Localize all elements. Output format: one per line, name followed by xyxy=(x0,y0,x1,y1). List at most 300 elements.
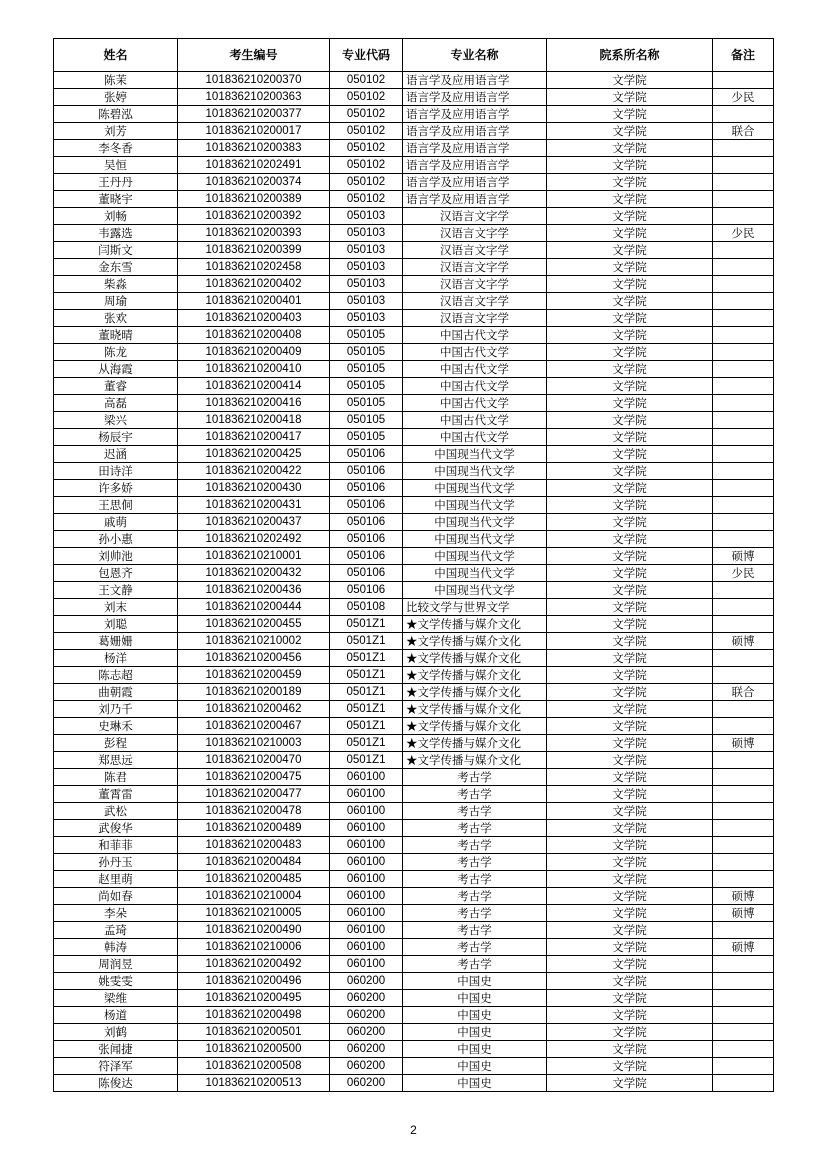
table-row xyxy=(54,429,774,446)
candidate-id-cell: 101836210200418 xyxy=(178,412,330,429)
remarks-cell: 联合 xyxy=(713,123,774,140)
student-name-cell: 刘鹤 xyxy=(54,1024,178,1041)
table-row xyxy=(54,769,774,786)
major-code-cell: 050106 xyxy=(330,565,403,582)
department-cell: 文学院 xyxy=(547,599,713,616)
major-name-cell: 考古学 xyxy=(403,803,547,820)
candidate-id-cell: 101836210200416 xyxy=(178,395,330,412)
major-name-cell: 汉语言文字学 xyxy=(403,225,547,242)
remarks-cell xyxy=(713,820,774,837)
major-name-cell: 汉语言文字学 xyxy=(403,293,547,310)
remarks-cell: 少民 xyxy=(713,225,774,242)
table-row xyxy=(54,480,774,497)
major-code-cell: 050105 xyxy=(330,429,403,446)
candidate-id-cell: 101836210200408 xyxy=(178,327,330,344)
department-cell: 文学院 xyxy=(547,820,713,837)
table-row xyxy=(54,939,774,956)
candidate-id-cell: 101836210200422 xyxy=(178,463,330,480)
candidate-id-cell: 101836210200017 xyxy=(178,123,330,140)
candidate-id-cell: 101836210200374 xyxy=(178,174,330,191)
remarks-cell xyxy=(713,1007,774,1024)
remarks-cell xyxy=(713,157,774,174)
major-name-cell: 语言学及应用语言学 xyxy=(403,106,547,123)
remarks-cell xyxy=(713,769,774,786)
candidate-id-cell: 101836210200432 xyxy=(178,565,330,582)
remarks-cell xyxy=(713,293,774,310)
department-cell: 文学院 xyxy=(547,174,713,191)
major-name-cell: 中国现当代文学 xyxy=(403,548,547,565)
major-code-cell: 0501Z1 xyxy=(330,718,403,735)
candidate-id-cell: 101836210200501 xyxy=(178,1024,330,1041)
major-code-cell: 060100 xyxy=(330,871,403,888)
table-row xyxy=(54,463,774,480)
table-row xyxy=(54,327,774,344)
department-cell: 文学院 xyxy=(547,565,713,582)
major-name-cell: 中国现当代文学 xyxy=(403,446,547,463)
candidate-id-cell: 101836210200401 xyxy=(178,293,330,310)
table-header xyxy=(54,39,774,72)
student-name-cell: 王文静 xyxy=(54,582,178,599)
candidate-id-cell: 101836210200410 xyxy=(178,361,330,378)
candidate-id-cell: 101836210200456 xyxy=(178,650,330,667)
table-row xyxy=(54,276,774,293)
table-row xyxy=(54,871,774,888)
remarks-cell xyxy=(713,718,774,735)
student-name-cell: 金东雪 xyxy=(54,259,178,276)
candidate-id-cell: 101836210200496 xyxy=(178,973,330,990)
remarks-cell xyxy=(713,582,774,599)
department-cell: 文学院 xyxy=(547,905,713,922)
major-code-cell: 050103 xyxy=(330,259,403,276)
table-row xyxy=(54,752,774,769)
department-cell: 文学院 xyxy=(547,208,713,225)
major-code-cell: 050106 xyxy=(330,514,403,531)
student-name-cell: 武松 xyxy=(54,803,178,820)
major-code-cell: 0501Z1 xyxy=(330,752,403,769)
remarks-cell xyxy=(713,310,774,327)
student-name-cell: 吴恒 xyxy=(54,157,178,174)
student-name-cell: 董睿 xyxy=(54,378,178,395)
remarks-cell xyxy=(713,599,774,616)
student-name-cell: 柴淼 xyxy=(54,276,178,293)
candidate-id-cell: 101836210200490 xyxy=(178,922,330,939)
department-cell: 文学院 xyxy=(547,1041,713,1058)
major-code-cell: 050106 xyxy=(330,497,403,514)
major-code-cell: 060100 xyxy=(330,820,403,837)
department-cell: 文学院 xyxy=(547,89,713,106)
student-name-cell: 陈君 xyxy=(54,769,178,786)
candidate-id-cell: 101836210200437 xyxy=(178,514,330,531)
remarks-cell xyxy=(713,531,774,548)
header-name: 姓名 xyxy=(54,39,178,72)
student-name-cell: 张欢 xyxy=(54,310,178,327)
department-cell: 文学院 xyxy=(547,361,713,378)
student-name-cell: 从海霞 xyxy=(54,361,178,378)
remarks-cell xyxy=(713,616,774,633)
major-code-cell: 060100 xyxy=(330,888,403,905)
table-row xyxy=(54,922,774,939)
department-cell: 文学院 xyxy=(547,582,713,599)
major-code-cell: 050103 xyxy=(330,276,403,293)
remarks-cell xyxy=(713,786,774,803)
major-name-cell: ★文学传播与媒介文化 xyxy=(403,667,547,684)
candidate-id-cell: 101836210200495 xyxy=(178,990,330,1007)
major-name-cell: 中国现当代文学 xyxy=(403,463,547,480)
major-name-cell: 考古学 xyxy=(403,922,547,939)
student-name-cell: 张闻捷 xyxy=(54,1041,178,1058)
student-name-cell: 姚雯雯 xyxy=(54,973,178,990)
student-name-cell: 张婷 xyxy=(54,89,178,106)
major-name-cell: 比较文学与世界文学 xyxy=(403,599,547,616)
header-department: 院系所名称 xyxy=(547,39,713,72)
department-cell: 文学院 xyxy=(547,803,713,820)
department-cell: 文学院 xyxy=(547,276,713,293)
major-name-cell: 语言学及应用语言学 xyxy=(403,140,547,157)
table-row xyxy=(54,548,774,565)
table-row xyxy=(54,1075,774,1092)
major-code-cell: 060200 xyxy=(330,1041,403,1058)
table-row xyxy=(54,718,774,735)
department-cell: 文学院 xyxy=(547,531,713,548)
major-code-cell: 0501Z1 xyxy=(330,667,403,684)
remarks-cell: 少民 xyxy=(713,565,774,582)
remarks-cell xyxy=(713,854,774,871)
student-name-cell: 高磊 xyxy=(54,395,178,412)
header-remarks: 备注 xyxy=(713,39,774,72)
student-name-cell: 杨洋 xyxy=(54,650,178,667)
department-cell: 文学院 xyxy=(547,157,713,174)
remarks-cell xyxy=(713,395,774,412)
header-major-code: 专业代码 xyxy=(330,39,403,72)
department-cell: 文学院 xyxy=(547,140,713,157)
major-code-cell: 050102 xyxy=(330,123,403,140)
major-name-cell: 语言学及应用语言学 xyxy=(403,123,547,140)
department-cell: 文学院 xyxy=(547,259,713,276)
major-code-cell: 050102 xyxy=(330,191,403,208)
major-code-cell: 050105 xyxy=(330,361,403,378)
major-name-cell: ★文学传播与媒介文化 xyxy=(403,633,547,650)
department-cell: 文学院 xyxy=(547,378,713,395)
major-name-cell: ★文学传播与媒介文化 xyxy=(403,701,547,718)
table-row xyxy=(54,684,774,701)
remarks-cell xyxy=(713,1075,774,1092)
major-code-cell: 050103 xyxy=(330,242,403,259)
major-code-cell: 050106 xyxy=(330,548,403,565)
table-row xyxy=(54,157,774,174)
student-name-cell: 董晓晴 xyxy=(54,327,178,344)
major-name-cell: 中国史 xyxy=(403,973,547,990)
major-code-cell: 050103 xyxy=(330,293,403,310)
major-code-cell: 060200 xyxy=(330,990,403,1007)
student-name-cell: 尚如春 xyxy=(54,888,178,905)
table-row xyxy=(54,514,774,531)
table-row xyxy=(54,140,774,157)
student-name-cell: 刘帅池 xyxy=(54,548,178,565)
table-row xyxy=(54,497,774,514)
major-code-cell: 050106 xyxy=(330,463,403,480)
table-row xyxy=(54,582,774,599)
table-row xyxy=(54,837,774,854)
student-name-cell: 韩涛 xyxy=(54,939,178,956)
major-code-cell: 050106 xyxy=(330,531,403,548)
table-row xyxy=(54,531,774,548)
candidate-id-cell: 101836210200508 xyxy=(178,1058,330,1075)
major-name-cell: 考古学 xyxy=(403,888,547,905)
major-code-cell: 050102 xyxy=(330,174,403,191)
remarks-cell xyxy=(713,259,774,276)
major-name-cell: 考古学 xyxy=(403,820,547,837)
major-code-cell: 050103 xyxy=(330,208,403,225)
major-code-cell: 050103 xyxy=(330,225,403,242)
remarks-cell xyxy=(713,412,774,429)
candidate-id-cell: 101836210200363 xyxy=(178,89,330,106)
department-cell: 文学院 xyxy=(547,548,713,565)
department-cell: 文学院 xyxy=(547,344,713,361)
remarks-cell: 少民 xyxy=(713,89,774,106)
candidate-id-cell: 101836210202491 xyxy=(178,157,330,174)
table-row xyxy=(54,259,774,276)
major-name-cell: 考古学 xyxy=(403,786,547,803)
candidate-id-cell: 101836210210003 xyxy=(178,735,330,752)
department-cell: 文学院 xyxy=(547,956,713,973)
remarks-cell xyxy=(713,361,774,378)
major-code-cell: 050105 xyxy=(330,327,403,344)
department-cell: 文学院 xyxy=(547,990,713,1007)
department-cell: 文学院 xyxy=(547,718,713,735)
major-code-cell: 060100 xyxy=(330,854,403,871)
table-row xyxy=(54,599,774,616)
remarks-cell xyxy=(713,701,774,718)
major-code-cell: 050102 xyxy=(330,72,403,89)
student-name-cell: 和菲菲 xyxy=(54,837,178,854)
table-row xyxy=(54,395,774,412)
student-name-cell: 迟涵 xyxy=(54,446,178,463)
candidate-id-cell: 101836210200498 xyxy=(178,1007,330,1024)
remarks-cell xyxy=(713,1058,774,1075)
student-name-cell: 孟琦 xyxy=(54,922,178,939)
major-code-cell: 0501Z1 xyxy=(330,616,403,633)
major-code-cell: 0501Z1 xyxy=(330,701,403,718)
major-name-cell: ★文学传播与媒介文化 xyxy=(403,616,547,633)
candidate-id-cell: 101836210202458 xyxy=(178,259,330,276)
remarks-cell xyxy=(713,922,774,939)
student-name-cell: 刘末 xyxy=(54,599,178,616)
department-cell: 文学院 xyxy=(547,446,713,463)
remarks-cell: 硕博 xyxy=(713,633,774,650)
major-name-cell: 语言学及应用语言学 xyxy=(403,191,547,208)
department-cell: 文学院 xyxy=(547,72,713,89)
student-name-cell: 董晓宇 xyxy=(54,191,178,208)
department-cell: 文学院 xyxy=(547,1075,713,1092)
header-candidate-id: 考生编号 xyxy=(178,39,330,72)
student-name-cell: 田诗洋 xyxy=(54,463,178,480)
major-name-cell: ★文学传播与媒介文化 xyxy=(403,650,547,667)
student-name-cell: 武俊华 xyxy=(54,820,178,837)
candidate-id-cell: 101836210200459 xyxy=(178,667,330,684)
department-cell: 文学院 xyxy=(547,497,713,514)
major-name-cell: 中国古代文学 xyxy=(403,429,547,446)
major-code-cell: 050102 xyxy=(330,106,403,123)
table-row xyxy=(54,225,774,242)
candidate-id-cell: 101836210200402 xyxy=(178,276,330,293)
department-cell: 文学院 xyxy=(547,735,713,752)
candidate-id-cell: 101836210200389 xyxy=(178,191,330,208)
major-name-cell: 考古学 xyxy=(403,905,547,922)
candidate-id-cell: 101836210210005 xyxy=(178,905,330,922)
student-name-cell: 陈茉 xyxy=(54,72,178,89)
student-name-cell: 杨道 xyxy=(54,1007,178,1024)
table-row xyxy=(54,412,774,429)
department-cell: 文学院 xyxy=(547,701,713,718)
candidate-id-cell: 101836210200403 xyxy=(178,310,330,327)
major-name-cell: 中国现当代文学 xyxy=(403,565,547,582)
remarks-cell xyxy=(713,1041,774,1058)
remarks-cell: 联合 xyxy=(713,684,774,701)
candidate-id-cell: 101836210200393 xyxy=(178,225,330,242)
remarks-cell xyxy=(713,650,774,667)
table-row xyxy=(54,820,774,837)
table-row xyxy=(54,1058,774,1075)
department-cell: 文学院 xyxy=(547,1058,713,1075)
department-cell: 文学院 xyxy=(547,871,713,888)
department-cell: 文学院 xyxy=(547,837,713,854)
candidate-id-cell: 101836210200444 xyxy=(178,599,330,616)
remarks-cell xyxy=(713,327,774,344)
major-name-cell: ★文学传播与媒介文化 xyxy=(403,718,547,735)
table-row xyxy=(54,803,774,820)
major-name-cell: 中国现当代文学 xyxy=(403,531,547,548)
student-name-cell: 刘畅 xyxy=(54,208,178,225)
major-code-cell: 050106 xyxy=(330,480,403,497)
remarks-cell xyxy=(713,514,774,531)
candidate-id-cell: 101836210200370 xyxy=(178,72,330,89)
remarks-cell xyxy=(713,497,774,514)
candidate-id-cell: 101836210200431 xyxy=(178,497,330,514)
major-name-cell: 中国古代文学 xyxy=(403,344,547,361)
table-row xyxy=(54,106,774,123)
remarks-cell xyxy=(713,344,774,361)
student-name-cell: 李冬香 xyxy=(54,140,178,157)
student-name-cell: 孙小惠 xyxy=(54,531,178,548)
student-name-cell: 闫斯文 xyxy=(54,242,178,259)
student-name-cell: 陈俊达 xyxy=(54,1075,178,1092)
candidate-id-cell: 101836210200436 xyxy=(178,582,330,599)
major-code-cell: 050105 xyxy=(330,395,403,412)
major-name-cell: 语言学及应用语言学 xyxy=(403,157,547,174)
major-code-cell: 050105 xyxy=(330,378,403,395)
major-name-cell: 中国古代文学 xyxy=(403,395,547,412)
remarks-cell xyxy=(713,1024,774,1041)
remarks-cell: 硕博 xyxy=(713,735,774,752)
candidate-id-cell: 101836210200462 xyxy=(178,701,330,718)
table-row xyxy=(54,565,774,582)
remarks-cell xyxy=(713,140,774,157)
major-code-cell: 050102 xyxy=(330,157,403,174)
table-row xyxy=(54,191,774,208)
table-row xyxy=(54,1007,774,1024)
student-name-cell: 梁兴 xyxy=(54,412,178,429)
student-name-cell: 杨辰宇 xyxy=(54,429,178,446)
major-name-cell: 中国史 xyxy=(403,1007,547,1024)
student-name-cell: 许多娇 xyxy=(54,480,178,497)
remarks-cell xyxy=(713,276,774,293)
student-name-cell: 包恩齐 xyxy=(54,565,178,582)
remarks-cell xyxy=(713,871,774,888)
department-cell: 文学院 xyxy=(547,293,713,310)
major-code-cell: 0501Z1 xyxy=(330,650,403,667)
department-cell: 文学院 xyxy=(547,327,713,344)
major-name-cell: 中国史 xyxy=(403,990,547,1007)
student-name-cell: 郑思远 xyxy=(54,752,178,769)
major-name-cell: 中国古代文学 xyxy=(403,412,547,429)
table-row xyxy=(54,888,774,905)
major-code-cell: 050102 xyxy=(330,89,403,106)
major-name-cell: 中国古代文学 xyxy=(403,361,547,378)
student-name-cell: 周润昱 xyxy=(54,956,178,973)
candidate-id-cell: 101836210200430 xyxy=(178,480,330,497)
candidate-id-cell: 101836210200470 xyxy=(178,752,330,769)
table-row xyxy=(54,667,774,684)
table-row xyxy=(54,242,774,259)
table-row xyxy=(54,990,774,1007)
major-name-cell: ★文学传播与媒介文化 xyxy=(403,752,547,769)
student-name-cell: 董霄雷 xyxy=(54,786,178,803)
student-name-cell: 陈志超 xyxy=(54,667,178,684)
remarks-cell xyxy=(713,429,774,446)
department-cell: 文学院 xyxy=(547,310,713,327)
department-cell: 文学院 xyxy=(547,769,713,786)
major-name-cell: 汉语言文字学 xyxy=(403,242,547,259)
remarks-cell xyxy=(713,208,774,225)
remarks-cell xyxy=(713,174,774,191)
major-code-cell: 050106 xyxy=(330,582,403,599)
department-cell: 文学院 xyxy=(547,650,713,667)
student-name-cell: 梁维 xyxy=(54,990,178,1007)
major-code-cell: 060100 xyxy=(330,956,403,973)
department-cell: 文学院 xyxy=(547,412,713,429)
table-row xyxy=(54,633,774,650)
remarks-cell xyxy=(713,480,774,497)
major-code-cell: 060100 xyxy=(330,803,403,820)
table-row xyxy=(54,650,774,667)
candidate-id-cell: 101836210200383 xyxy=(178,140,330,157)
header-major-name: 专业名称 xyxy=(403,39,547,72)
remarks-cell xyxy=(713,242,774,259)
department-cell: 文学院 xyxy=(547,752,713,769)
candidate-id-cell: 101836210200492 xyxy=(178,956,330,973)
candidate-id-cell: 101836210200189 xyxy=(178,684,330,701)
table-row xyxy=(54,1041,774,1058)
table-row xyxy=(54,701,774,718)
department-cell: 文学院 xyxy=(547,395,713,412)
major-code-cell: 0501Z1 xyxy=(330,735,403,752)
student-name-cell: 符泽军 xyxy=(54,1058,178,1075)
student-name-cell: 李朵 xyxy=(54,905,178,922)
department-cell: 文学院 xyxy=(547,1024,713,1041)
page-number: 2 xyxy=(410,1123,417,1137)
table-row xyxy=(54,446,774,463)
admission-list-table xyxy=(53,38,774,1092)
major-code-cell: 060200 xyxy=(330,1024,403,1041)
candidate-id-cell: 101836210200409 xyxy=(178,344,330,361)
remarks-cell xyxy=(713,973,774,990)
department-cell: 文学院 xyxy=(547,922,713,939)
table-row xyxy=(54,293,774,310)
table-row xyxy=(54,378,774,395)
major-code-cell: 050105 xyxy=(330,412,403,429)
department-cell: 文学院 xyxy=(547,429,713,446)
table-row xyxy=(54,905,774,922)
